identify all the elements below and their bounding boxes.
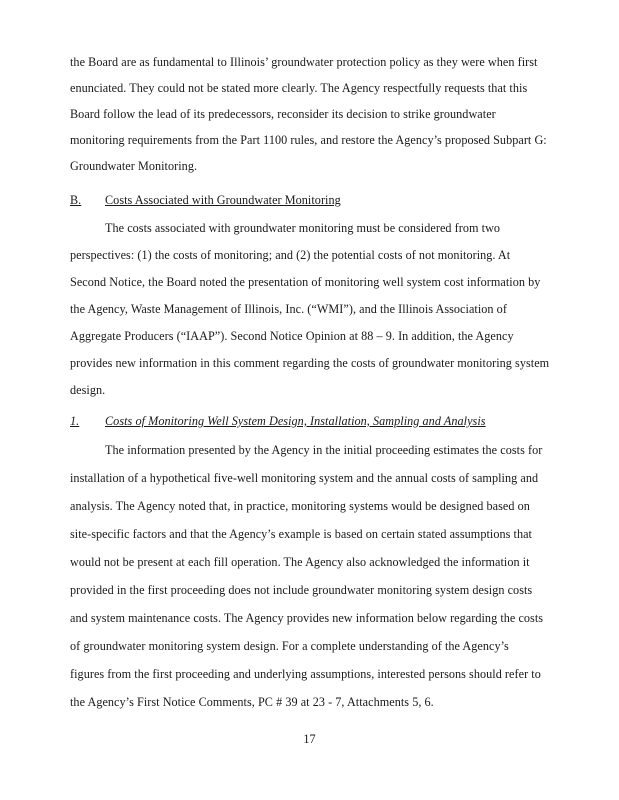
body-text-line: figures from the first proceeding and underlying assumptions, interested persons should refer to <box>70 667 541 681</box>
body-text-line: provided in the first proceeding does not include groundwater monitoring system design costs <box>70 583 533 597</box>
body-text-line: of groundwater monitoring system design. For a complete understanding of the Agency’s <box>70 639 509 653</box>
body-text-line: site-specific factors and that the Agency’s example is based on certain stated assumptions that <box>70 527 532 541</box>
body-text-line: installation of a hypothetical five-well monitoring system and the annual costs of sampling and <box>70 471 539 485</box>
body-text-line: the Agency’s First Notice Comments, PC # 39 at 23 - 7, Attachments 5, 6. <box>70 695 434 709</box>
body-text-line: provides new information in this comment regarding the costs of groundwater monitoring system <box>70 356 550 370</box>
body-text-line: monitoring requirements from the Part 1100 rules, and restore the Agency’s proposed Subpart G: <box>70 133 547 147</box>
body-text-line: perspectives: (1) the costs of monitoring; and (2) the potential costs of not monitoring. At <box>70 248 511 262</box>
body-text-line: the Board are as fundamental to Illinois’ groundwater protection policy as they were when first <box>70 55 538 69</box>
page-number: 17 <box>303 732 316 746</box>
body-text-line: and system maintenance costs. The Agency provides new information below regarding the costs <box>70 611 544 625</box>
body-text-line: Aggregate Producers (“IAAP”). Second Notice Opinion at 88 – 9. In addition, the Agency <box>70 329 514 343</box>
section-b-title: Costs Associated with Groundwater Monitoring <box>105 193 341 207</box>
body-text-line: analysis. The Agency noted that, in practice, monitoring systems would be designed based on <box>70 499 530 513</box>
body-text-line: Second Notice, the Board noted the presentation of monitoring well system cost information by <box>70 275 541 289</box>
section-1-label: 1. <box>70 414 80 428</box>
body-text-line: Board follow the lead of its predecessors, reconsider its decision to strike groundwater <box>70 107 496 121</box>
body-text-line: enunciated. They could not be stated more clearly. The Agency respectfully requests that this <box>70 81 528 95</box>
section-1-title: Costs of Monitoring Well System Design, Installation, Sampling and Analysis <box>105 414 486 428</box>
body-text-line: The information presented by the Agency in the initial proceeding estimates the costs for <box>105 443 543 457</box>
body-text-line: the Agency, Waste Management of Illinois, Inc. (“WMI”), and the Illinois Association of <box>70 302 507 316</box>
section-b-label: B. <box>70 193 82 207</box>
body-text-line: Groundwater Monitoring. <box>70 159 198 173</box>
body-text-line: The costs associated with groundwater monitoring must be considered from two <box>105 221 501 235</box>
body-text-line: design. <box>70 383 106 397</box>
body-text-line: would not be present at each fill operation. The Agency also acknowledged the information it <box>70 555 530 569</box>
